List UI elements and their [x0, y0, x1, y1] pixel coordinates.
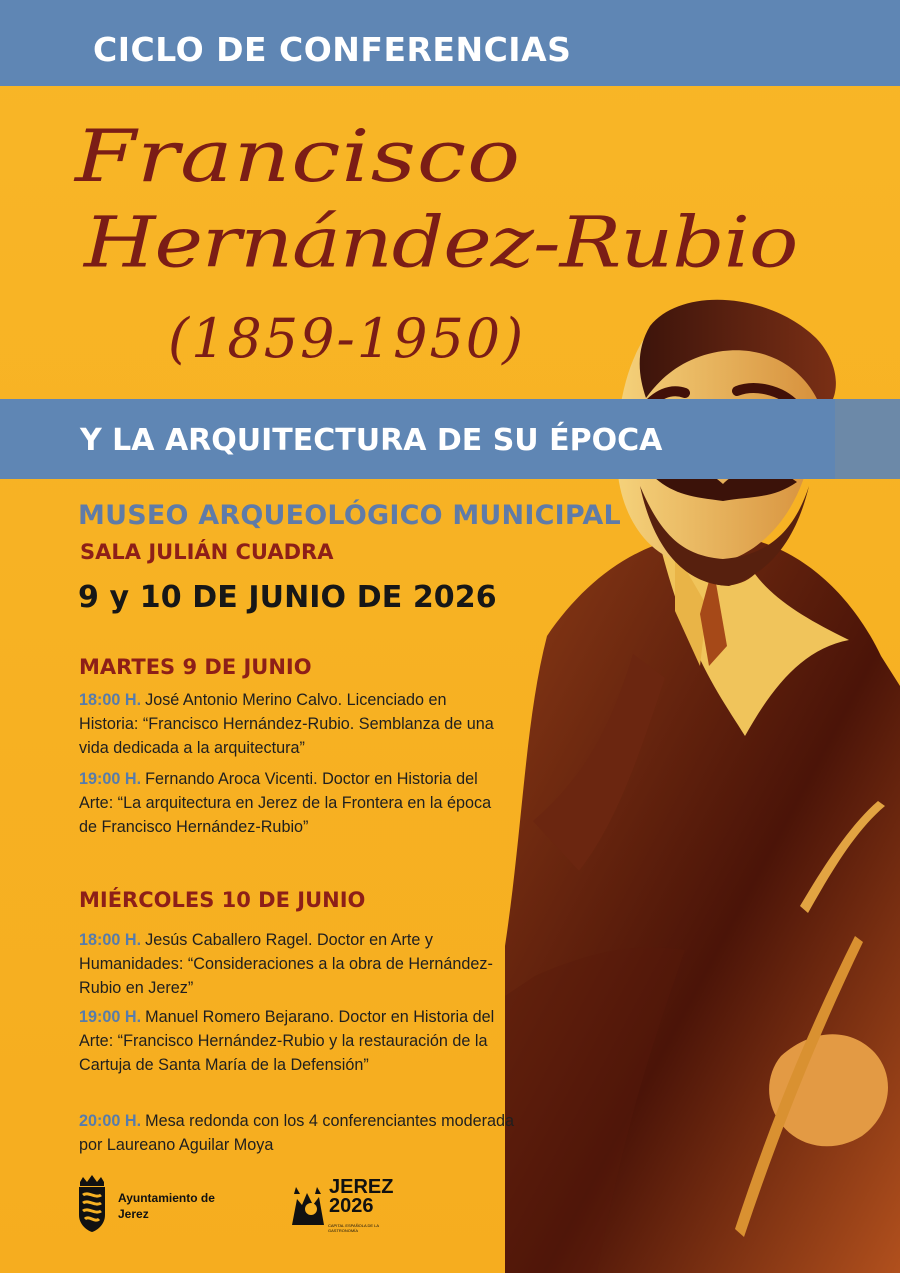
day-two-title: MIÉRCOLES 10 DE JUNIO	[79, 888, 366, 912]
talk-description: Fernando Aroca Vicenti. Doctor en Historia del Arte: “La arquitectura en Jerez de la Frontera en la época de Francisco Hernández-Rubio”	[79, 770, 492, 836]
talk-item	[79, 688, 509, 760]
talk-time: 19:00 H.	[79, 770, 142, 788]
talk-time: 19:00 H.	[79, 1008, 142, 1026]
jerez-2026-mark-icon	[289, 1185, 327, 1227]
ayuntamiento-logo	[75, 1174, 235, 1234]
talk-item	[79, 928, 509, 1000]
talk-item	[79, 1005, 509, 1077]
talk-description: Mesa redonda con los 4 conferenciantes moderada por Laureano Aguilar Moya	[79, 1112, 515, 1154]
talk-item	[79, 767, 509, 839]
jerez-year: 2026	[329, 1195, 374, 1217]
talk-time: 20:00 H.	[79, 1112, 142, 1130]
speaker-name-last: Hernández-Rubio	[84, 202, 798, 284]
speaker-years: (1859-1950)	[168, 307, 526, 370]
band-overlap	[835, 399, 900, 479]
talk-item	[79, 1109, 529, 1157]
room-name: SALA JULIÁN CUADRA	[80, 540, 334, 564]
venue-name: MUSEO ARQUEOLÓGICO MUNICIPAL	[78, 500, 621, 531]
talk-time: 18:00 H.	[79, 691, 142, 709]
city-crest-icon	[75, 1174, 109, 1232]
speaker-name-first: Francisco	[75, 114, 522, 199]
jerez-2026-logo	[289, 1178, 394, 1240]
talk-description: José Antonio Merino Calvo. Licenciado en Historia: “Francisco Hernández-Rubio. Semblanza de una vida dedicada a la arquitectura”	[79, 691, 494, 757]
jerez-text: JEREZ	[329, 1176, 394, 1198]
talk-description: Jesús Caballero Ragel. Doctor en Arte y Humanidades: “Consideraciones a la obra de Hernández-Rubio en Jerez”	[79, 931, 493, 997]
cycle-title: CICLO DE CONFERENCIAS	[93, 30, 572, 69]
jerez-tagline: CAPITAL ESPAÑOLA DE LA GASTRONOMÍA	[328, 1223, 379, 1233]
day-one-title: MARTES 9 DE JUNIO	[79, 655, 312, 679]
ayuntamiento-text: Ayuntamiento de Jerez	[118, 1191, 215, 1221]
event-dates: 9 y 10 DE JUNIO DE 2026	[78, 580, 497, 615]
talk-description: Manuel Romero Bejarano. Doctor en Historia del Arte: “Francisco Hernández-Rubio y la restauración de la Cartuja de Santa María de la Defensión”	[79, 1008, 495, 1074]
conference-subtitle: Y LA ARQUITECTURA DE SU ÉPOCA	[80, 423, 663, 458]
talk-time: 18:00 H.	[79, 931, 142, 949]
